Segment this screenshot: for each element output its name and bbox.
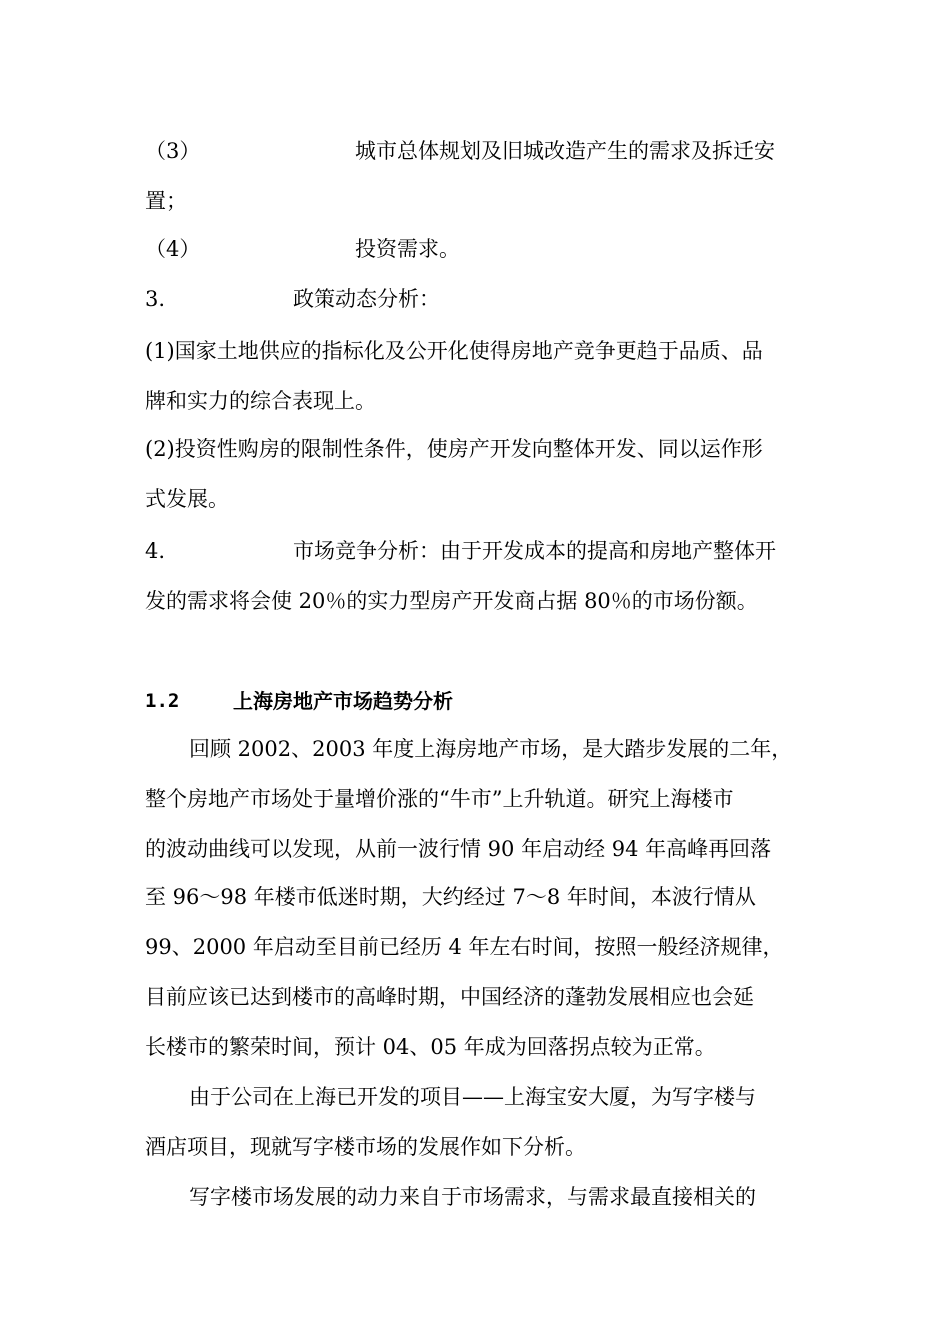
list-item-text: 投资需求。 xyxy=(355,237,460,261)
paragraph-3-line: 写字楼市场发展的动力来自于市场需求，与需求最直接相关的 xyxy=(189,1185,756,1209)
policy-point-1: (1)国家土地供应的指标化及公开化使得房地产竞争更趋于品质、品 xyxy=(145,339,763,363)
paragraph-1-line: 至 96～98 年楼市低迷时期，大约经过 7～8 年时间，本波行情从 xyxy=(145,885,756,909)
paragraph-1-line: 整个房地产市场处于量增价涨的“牛市”上升轨道。研究上海楼市 xyxy=(145,787,734,811)
paragraph-1-line: 的波动曲线可以发现，从前一波行情 90 年启动经 94 年高峰再回落 xyxy=(145,837,772,861)
section-number: 4. xyxy=(145,539,166,563)
section-title: 政策动态分析： xyxy=(293,287,440,311)
list-marker: （3） xyxy=(145,139,201,163)
heading-number: 1.2 xyxy=(145,690,180,712)
paragraph-1-line: 回顾 2002、2003 年度上海房地产市场，是大踏步发展的二年， xyxy=(189,737,793,761)
paragraph-1-line: 99、2000 年启动至目前已经历 4 年左右时间，按照一般经济规律， xyxy=(145,935,784,959)
section-number: 3. xyxy=(145,287,166,311)
policy-point-2: (2)投资性购房的限制性条件，使房产开发向整体开发、同以运作形 xyxy=(145,437,763,461)
paragraph-1-line: 长楼市的繁荣时间，预计 04、05 年成为回落拐点较为正常。 xyxy=(145,1035,716,1059)
section-3-heading xyxy=(145,284,815,314)
paragraph-2-line: 酒店项目，现就写字楼市场的发展作如下分析。 xyxy=(145,1135,586,1159)
list-item-3-continuation: 置； xyxy=(145,189,187,213)
list-marker: （4） xyxy=(145,237,201,261)
section-4-heading xyxy=(145,536,815,566)
section-4-continuation: 发的需求将会使 20％的实力型房产开发商占据 80％的市场份额。 xyxy=(145,589,758,613)
list-item-text: 城市总体规划及旧城改造产生的需求及拆迁安 xyxy=(355,139,775,163)
list-item-4 xyxy=(145,234,815,264)
policy-point-2-continuation: 式发展。 xyxy=(145,487,229,511)
paragraph-1-line: 目前应该已达到楼市的高峰时期，中国经济的蓬勃发展相应也会延 xyxy=(145,985,754,1009)
list-item-3 xyxy=(145,136,815,166)
section-text: 市场竞争分析：由于开发成本的提高和房地产整体开 xyxy=(293,539,776,563)
heading-title: 上海房地产市场趋势分析 xyxy=(233,689,453,713)
paragraph-2-line: 由于公司在上海已开发的项目——上海宝安大厦，为写字楼与 xyxy=(189,1085,756,1109)
policy-point-1-continuation: 牌和实力的综合表现上。 xyxy=(145,389,376,413)
